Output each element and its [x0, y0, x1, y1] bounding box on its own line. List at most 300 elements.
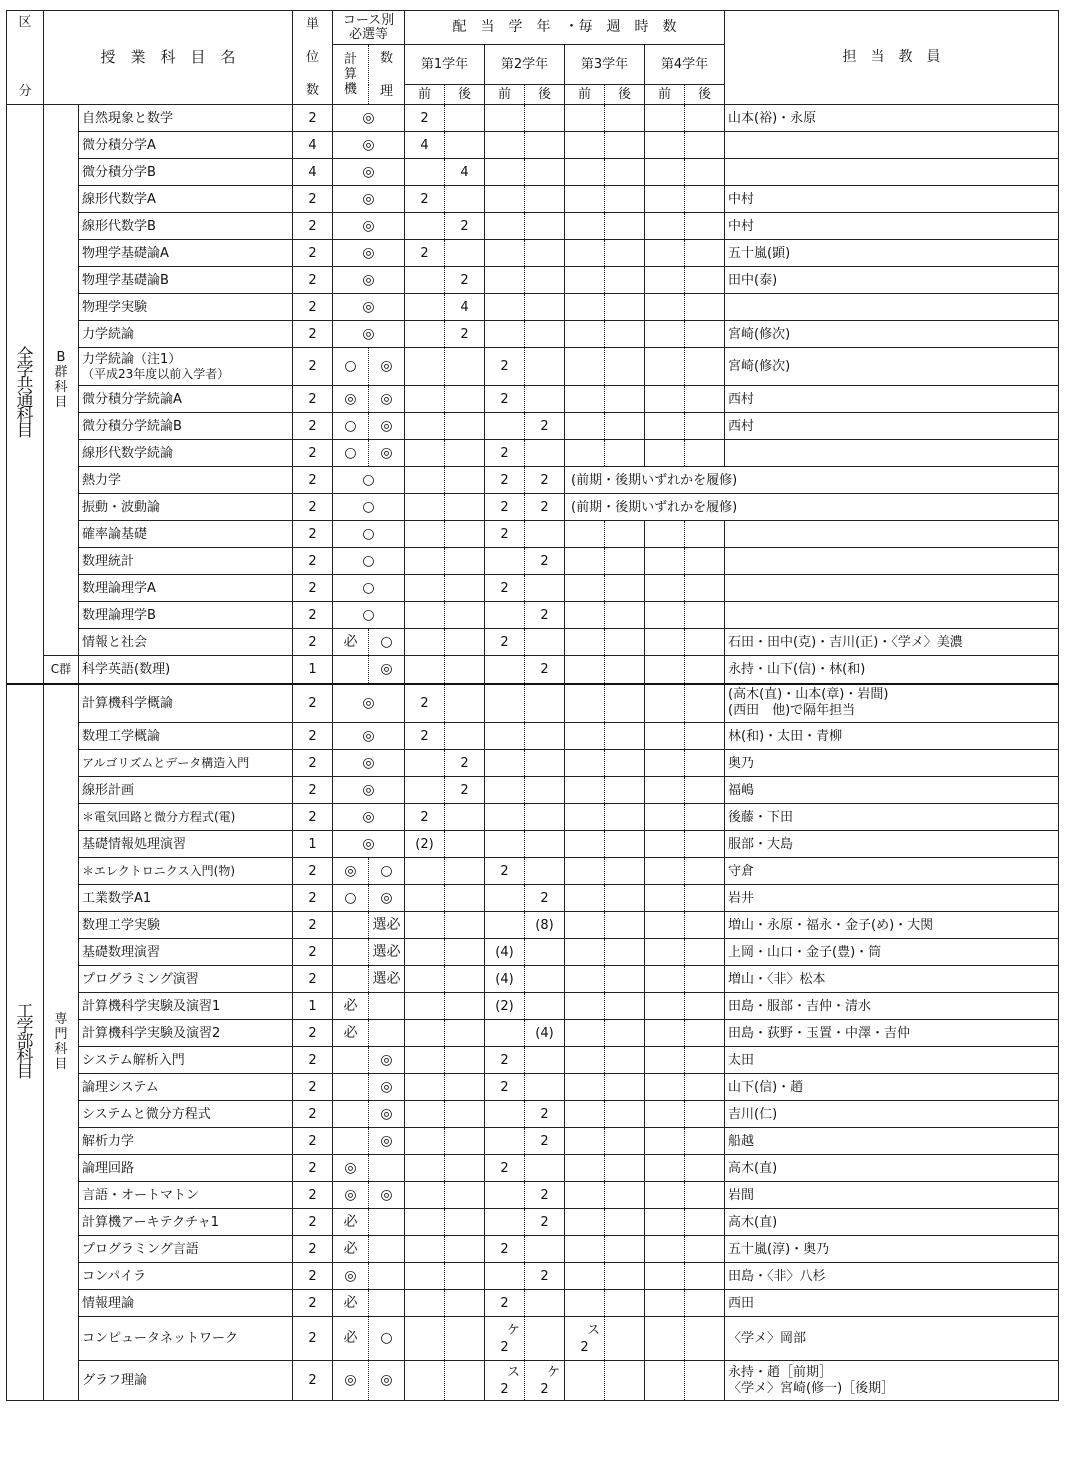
subject-name: [79, 1128, 293, 1155]
hours-y3a: [565, 1361, 605, 1401]
hours-y2b: [525, 413, 565, 440]
hours-y3a: [565, 413, 605, 440]
hours-y1b: [445, 939, 485, 966]
hours-y2b-text: 2: [540, 553, 549, 569]
instructor-cell-text: 中村: [728, 218, 755, 234]
hours-y4a: [645, 1074, 685, 1101]
instructor-cell-text: 奥乃: [728, 755, 755, 771]
course-both-cell-text: ◎: [362, 217, 375, 234]
hours-y4a: [645, 939, 685, 966]
hours-y2b: [525, 777, 565, 804]
course-keisanki-cell-text: ◎: [344, 862, 357, 879]
course-suri-cell-text: ○: [380, 862, 393, 879]
hours-y2b: [525, 1317, 565, 1361]
hours-y3a: [565, 321, 605, 348]
hours-y1b: [445, 750, 485, 777]
instructor-cell-text: 船越: [728, 1133, 755, 1149]
subject-name-text: 計算機科学実験及演習2: [82, 1025, 221, 1041]
hours-y2a: [485, 105, 525, 132]
hours-y4b: [685, 966, 725, 993]
hours-y2b-text: 2: [540, 418, 549, 434]
course-suri-cell: [369, 1074, 405, 1101]
hours-value: 2: [500, 1381, 509, 1397]
subject-name-text: 数理論理学B: [82, 607, 156, 623]
hours-y4a: [645, 684, 685, 723]
hours-y2a: [485, 804, 525, 831]
course-suri-cell-text: ◎: [380, 889, 393, 906]
hours-y2b: [525, 240, 565, 267]
course-both-cell: [333, 467, 405, 494]
credits-cell-text: 2: [308, 1331, 317, 1346]
course-keisanki-cell-text: ◎: [344, 1159, 357, 1176]
hours-y3a: [565, 213, 605, 240]
hours-y3a: [565, 1209, 605, 1236]
course-suri-cell-text: ◎: [380, 390, 393, 407]
hours-y4b: [685, 105, 725, 132]
hours-y2a: [485, 684, 525, 723]
subject-name-text: 線形計画: [82, 782, 135, 798]
course-header-1: コース別: [342, 12, 395, 28]
subject-name: [79, 966, 293, 993]
hours-y2a: [485, 912, 525, 939]
hours-y1b: [445, 105, 485, 132]
subject-name: [79, 521, 293, 548]
instructor-cell-text: 西村: [728, 391, 755, 407]
hours-y1b: [445, 294, 485, 321]
hours-y3a: [565, 831, 605, 858]
credits-cell: [293, 132, 333, 159]
course-suri-cell: [369, 656, 405, 684]
hours-y4b: [685, 321, 725, 348]
course-suri-cell: [369, 386, 405, 413]
y3-first-header: 前: [565, 85, 605, 105]
course-both-cell: [333, 777, 405, 804]
subject-name: [79, 105, 293, 132]
hours-y1a: [405, 294, 445, 321]
hours-y3b: [605, 186, 645, 213]
course-keisanki-cell-text: ○: [344, 889, 357, 906]
course-keisanki-cell: [333, 348, 369, 386]
instructor-cell: [725, 912, 1059, 939]
course-keisanki-cell-text: ◎: [344, 1186, 357, 1203]
instructor-cell: [725, 213, 1059, 240]
hours-y1b: [445, 240, 485, 267]
hours-y1a: [405, 1209, 445, 1236]
subject-name-text: 微分積分学続論A: [82, 391, 182, 407]
subject-name-text: 物理学基礎論B: [82, 272, 169, 288]
hours-y1b: [445, 885, 485, 912]
course-keisanki-cell-text: 必: [343, 633, 358, 650]
section-char: 部: [16, 1031, 34, 1052]
hours-y1b-text: 4: [460, 164, 469, 180]
credits-cell-text: 2: [308, 1052, 317, 1068]
subject-name-text: 基礎情報処理演習: [82, 836, 187, 852]
hours-y3b: [605, 1209, 645, 1236]
hours-y1b: [445, 1101, 485, 1128]
instructor-line2: (西田 他)で隔年担当: [728, 703, 856, 719]
instructor-cell: [725, 294, 1059, 321]
hours-y4b: [685, 1101, 725, 1128]
course-header: [333, 11, 405, 45]
hours-y2b: [525, 804, 565, 831]
course-both-cell-text: ◎: [362, 781, 375, 798]
hours-y1b: [445, 831, 485, 858]
subject-name-text: 物理学実験: [82, 299, 148, 315]
hours-y4a: [645, 912, 685, 939]
hours-y4a: [645, 213, 685, 240]
credits-cell-text: 2: [308, 695, 317, 711]
hours-y4a: [645, 294, 685, 321]
hours-y4a: [645, 548, 685, 575]
hours-y3a: [565, 386, 605, 413]
hours-y1b: [445, 684, 485, 723]
credits-cell-text: 2: [308, 1133, 317, 1149]
section-char: 科: [16, 405, 34, 426]
year1-header: 第1学年: [405, 45, 485, 85]
hours-y3b: [605, 804, 645, 831]
table-row: [7, 1182, 1059, 1209]
instructor-cell: [725, 656, 1059, 684]
hours-y1a: [405, 1101, 445, 1128]
hours-y1a: [405, 440, 445, 467]
credits-cell: [293, 777, 333, 804]
credits-cell: [293, 656, 333, 684]
instructor-cell: [725, 1236, 1059, 1263]
hours-y1a: [405, 1020, 445, 1047]
credits-cell: [293, 1290, 333, 1317]
course-both-cell: [333, 494, 405, 521]
hours-y4b: [685, 1155, 725, 1182]
hours-y4a: [645, 186, 685, 213]
table-row: [7, 1047, 1059, 1074]
course-keisanki-cell: [333, 386, 369, 413]
hours-y3b: [605, 1020, 645, 1047]
hours-y3a: [565, 858, 605, 885]
subject-name: [79, 575, 293, 602]
hours-y3b: [605, 602, 645, 629]
hours-y4b: [685, 1290, 725, 1317]
hours-y2a: [485, 939, 525, 966]
subject-name: [79, 386, 293, 413]
hours-y4a: [645, 521, 685, 548]
course-keisanki-cell: [333, 440, 369, 467]
hours-y1b: [445, 575, 485, 602]
hours-y2b-text: 2: [540, 890, 549, 906]
hours-y4a: [645, 267, 685, 294]
hours-y1a: [405, 348, 445, 386]
hours-y1b: [445, 321, 485, 348]
hours-y2a: [485, 186, 525, 213]
instructor-cell-text: 林(和)・太田・青柳: [728, 728, 843, 744]
subject-name-text: 振動・波動論: [82, 499, 161, 515]
course-suri-cell: [369, 348, 405, 386]
credits-cell: [293, 912, 333, 939]
suri-1: 数: [379, 50, 393, 66]
hours-y1a: [405, 521, 445, 548]
hours-y1a: [405, 494, 445, 521]
instructor-cell-text: 五十嵐(顕): [728, 245, 791, 261]
instructor-cell: [725, 348, 1059, 386]
hours-y4a: [645, 575, 685, 602]
hours-y3a: [565, 348, 605, 386]
course-both-cell-text: ◎: [362, 754, 375, 771]
hours-y1b: [445, 494, 485, 521]
credits-cell-text: 2: [308, 445, 317, 461]
instructor-cell-text: 高木(直): [728, 1214, 778, 1230]
instructor-cell-text: 太田: [728, 1052, 755, 1068]
credits-header: [293, 11, 333, 105]
hours-y4a: [645, 440, 685, 467]
hours-y4a: [645, 1101, 685, 1128]
hours-y4b: [685, 294, 725, 321]
subject-name: [79, 750, 293, 777]
hours-y3a: [565, 1128, 605, 1155]
hours-y3a: [565, 1074, 605, 1101]
hours-y4a: [645, 1236, 685, 1263]
instructor-cell: [725, 1290, 1059, 1317]
hours-y1a: [405, 750, 445, 777]
hours-y2b: [525, 467, 565, 494]
course-suri-cell-text: ○: [380, 633, 393, 650]
hours-y3b: [605, 575, 645, 602]
subject-name: [79, 294, 293, 321]
hours-y1b: [445, 159, 485, 186]
credits-cell-text: 2: [308, 499, 317, 515]
hours-y4a: [645, 885, 685, 912]
section-char: B: [56, 350, 66, 365]
instructor-cell: [725, 575, 1059, 602]
course-suri-cell: [369, 1182, 405, 1209]
credits-cell-text: 2: [308, 1373, 317, 1388]
instructor-cell-text: 増山・〈非〉松本: [728, 971, 826, 987]
hours-y3b: [605, 831, 645, 858]
table-row: [7, 684, 1059, 723]
hours-y2a-text: (4): [495, 944, 514, 960]
hours-y2b: [525, 1020, 565, 1047]
subject-name: [79, 1236, 293, 1263]
hours-y2a-text: (2): [495, 998, 514, 1014]
hours-y2b: [525, 294, 565, 321]
hours-y2a: [485, 831, 525, 858]
hours-y1b: [445, 213, 485, 240]
hours-y2b: [525, 858, 565, 885]
subject-name-line2: （平成23年度以前入学者）: [82, 366, 230, 381]
subject-name: [79, 1209, 293, 1236]
hours-y4a: [645, 993, 685, 1020]
credits-cell-text: 1: [308, 836, 317, 852]
hours-y1b: [445, 413, 485, 440]
course-suri-cell: [369, 1263, 405, 1290]
hours-y2a: [485, 386, 525, 413]
hours-y3b: [605, 1074, 645, 1101]
course-suri-cell-text: ◎: [380, 1105, 393, 1122]
table-row: [7, 159, 1059, 186]
hours-y4b: [685, 602, 725, 629]
hours-y2b-text: 2: [540, 1133, 549, 1149]
credits-cell: [293, 467, 333, 494]
hours-y4a: [645, 348, 685, 386]
hours-y4a: [645, 1020, 685, 1047]
instructor-cell: [725, 1155, 1059, 1182]
table-row: [7, 1317, 1059, 1361]
hours-y4b: [685, 1128, 725, 1155]
credits-header-3: 数: [305, 83, 319, 98]
hours-y1a-text: 2: [420, 809, 429, 825]
hours-y3b: [605, 1361, 645, 1401]
course-suri-cell-text: ◎: [380, 1051, 393, 1068]
hours-y1a: [405, 267, 445, 294]
course-suri-cell-text: ◎: [380, 1372, 393, 1388]
table-row: [7, 186, 1059, 213]
credits-cell-text: 2: [308, 1160, 317, 1176]
course-both-cell: [333, 804, 405, 831]
credits-cell-text: 4: [308, 137, 317, 153]
table-row: [7, 885, 1059, 912]
hours-y3b: [605, 132, 645, 159]
subject-name: [79, 267, 293, 294]
subject-name-text: 線形代数学続論: [82, 445, 174, 461]
hours-y3b: [605, 1236, 645, 1263]
hours-y1a: [405, 213, 445, 240]
table-row: [7, 440, 1059, 467]
credits-cell-text: 2: [308, 1214, 317, 1230]
hours-y4a: [645, 831, 685, 858]
section-char: 科: [54, 380, 68, 395]
subject-name-text: 工業数学A1: [82, 890, 152, 906]
course-keisanki-cell: [333, 1236, 369, 1263]
hours-y4b: [685, 213, 725, 240]
hours-y2a-text: 2: [500, 499, 509, 515]
course-both-cell-text: ◎: [362, 835, 375, 852]
credits-cell-text: 2: [308, 526, 317, 542]
subject-name: [79, 159, 293, 186]
hours-y1a-text: 2: [420, 728, 429, 744]
hours-y1a: [405, 467, 445, 494]
hours-y4b: [685, 723, 725, 750]
table-row: [7, 494, 1059, 521]
credits-cell-text: 2: [308, 418, 317, 434]
course-suri-cell: [369, 885, 405, 912]
hours-y2a: [485, 1361, 525, 1401]
course-keisanki-cell-text: 必: [343, 997, 358, 1014]
subject-name: [79, 912, 293, 939]
subject-name-text: 数理論理学A: [82, 580, 156, 596]
hours-y2b: [525, 267, 565, 294]
hours-y1b-text: 2: [460, 218, 469, 234]
credits-cell-text: 2: [308, 580, 317, 596]
hours-y3a: [565, 186, 605, 213]
hours-y2b: [525, 521, 565, 548]
course-suri-cell: [369, 1236, 405, 1263]
subject-name: [79, 602, 293, 629]
table-row: [7, 602, 1059, 629]
hours-y4b: [685, 548, 725, 575]
hours-y2a: [485, 240, 525, 267]
hours-y4a: [645, 1290, 685, 1317]
subject-name: [79, 858, 293, 885]
hours-y2b: [525, 494, 565, 521]
hours-y1a: [405, 159, 445, 186]
hours-y3b: [605, 966, 645, 993]
credits-cell: [293, 1020, 333, 1047]
subject-name-text: コンピュータネットワーク: [82, 1331, 239, 1346]
hours-y3b: [605, 912, 645, 939]
hours-y1a: [405, 777, 445, 804]
credits-cell-text: 2: [308, 110, 317, 126]
course-keisanki-cell: [333, 1101, 369, 1128]
hours-y2a: [485, 321, 525, 348]
section-char: 科: [16, 1046, 34, 1067]
credits-cell: [293, 602, 333, 629]
credits-cell: [293, 1263, 333, 1290]
course-suri-cell: [369, 413, 405, 440]
table-row: [7, 548, 1059, 575]
hours-y2a: [485, 723, 525, 750]
instructor-line1: (高木(直)・山本(章)・岩間): [728, 687, 889, 703]
credits-cell: [293, 213, 333, 240]
table-row: [7, 467, 1059, 494]
keisanki-3: 機: [343, 82, 357, 97]
section-char: 工: [16, 1001, 34, 1022]
credits-cell: [293, 1317, 333, 1361]
hours-y2b: [525, 186, 565, 213]
hours-y1b: [445, 1047, 485, 1074]
credits-cell: [293, 159, 333, 186]
hours-y2a-text: 2: [500, 1079, 509, 1095]
credits-cell: [293, 966, 333, 993]
course-suri-cell: [369, 440, 405, 467]
subject-name-text: グラフ理論: [82, 1373, 148, 1388]
course-keisanki-cell: [333, 1155, 369, 1182]
hours-y3a: [565, 521, 605, 548]
subject-name-label: 授 業 科 目 名: [100, 47, 236, 66]
subject-name-text: 情報と社会: [82, 634, 148, 650]
course-keisanki-cell: [333, 993, 369, 1020]
credits-cell-text: 2: [308, 728, 317, 744]
hours-y2b: [525, 105, 565, 132]
course-suri-cell-text: 選必: [372, 970, 401, 987]
course-header-2: 必選等: [348, 26, 388, 42]
course-both-cell: [333, 294, 405, 321]
hours-y4b: [685, 386, 725, 413]
hours-y2a: [485, 267, 525, 294]
course-suri-cell-text: ◎: [380, 358, 393, 374]
table-row: [7, 966, 1059, 993]
hours-y4b: [685, 939, 725, 966]
credits-cell-text: 2: [308, 782, 317, 798]
credits-cell: [293, 804, 333, 831]
course-suri-cell: [369, 1128, 405, 1155]
instructor-cell: [725, 684, 1059, 723]
group-senmon: [44, 684, 79, 1401]
course-keisanki-cell: [333, 1020, 369, 1047]
subject-name: [79, 413, 293, 440]
subject-name: [79, 467, 293, 494]
credits-cell-text: 2: [308, 809, 317, 825]
course-keisanki-cell: [333, 1361, 369, 1401]
hours-y3a: [565, 723, 605, 750]
hours-y3a: [565, 575, 605, 602]
hours-y3b: [605, 885, 645, 912]
hours-y4b: [685, 186, 725, 213]
table-row: [7, 1155, 1059, 1182]
course-keisanki-cell: [333, 912, 369, 939]
subject-name: [79, 1317, 293, 1361]
hours-y4a: [645, 723, 685, 750]
course-suri-cell-text: ◎: [380, 444, 393, 461]
instructor-cell-text: 西村: [728, 418, 755, 434]
group-c: [44, 656, 79, 684]
